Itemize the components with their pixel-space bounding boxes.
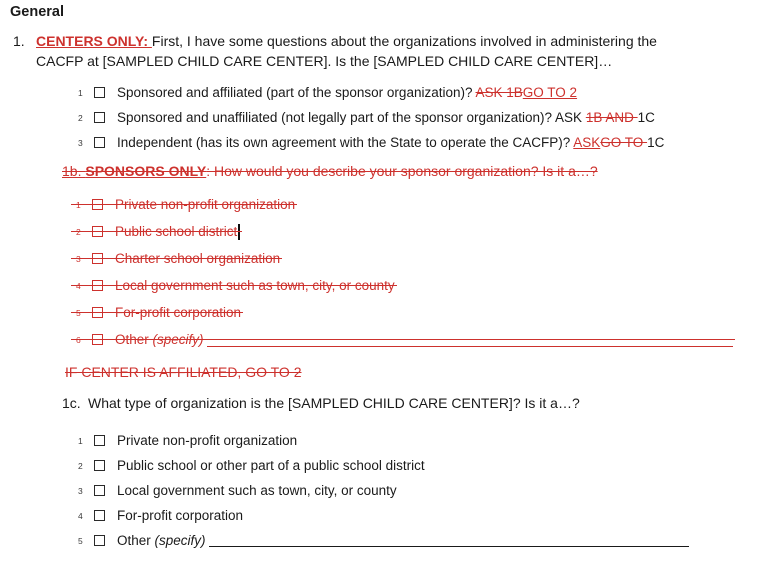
option-text-segment: 1B AND <box>585 110 638 125</box>
option-label: Public school district <box>115 224 238 239</box>
checkbox-icon[interactable] <box>94 435 105 446</box>
option-number: 4 <box>76 280 81 291</box>
question-1c-number: 1c. <box>62 395 81 411</box>
checkbox-icon[interactable] <box>92 334 103 345</box>
deleted-option-row <box>0 326 733 353</box>
option-label <box>117 135 664 150</box>
option-label <box>117 85 577 100</box>
skip-instruction: IF CENTER IS AFFILIATED, GO TO 2 <box>65 364 302 380</box>
fill-in-blank-line[interactable] <box>209 545 689 547</box>
option-label <box>117 110 655 125</box>
option-label: For-profit corporation <box>117 508 244 523</box>
question-1c-options <box>0 428 689 553</box>
option-label: Other <box>117 533 155 548</box>
option-number: 6 <box>76 334 81 345</box>
option-text-segment: ASK 1B <box>475 85 523 100</box>
checkbox-icon[interactable] <box>94 535 105 546</box>
checkbox-icon[interactable] <box>94 460 105 471</box>
checkbox-icon[interactable] <box>94 137 105 148</box>
checkbox-icon[interactable] <box>92 280 103 291</box>
option-number: 5 <box>78 535 83 546</box>
sponsors-only-label: SPONSORS ONLY <box>85 163 207 179</box>
option-row <box>0 80 664 105</box>
checkbox-icon[interactable] <box>92 307 103 318</box>
option-number: 4 <box>78 510 83 521</box>
section-heading: General <box>10 4 64 20</box>
deleted-option-strike-group <box>76 326 733 353</box>
question-1-text <box>36 32 696 71</box>
checkbox-icon[interactable] <box>94 112 105 123</box>
question-1-options <box>0 80 664 155</box>
q1b-strikethrough-wrap <box>62 163 598 179</box>
option-label: Private non-profit organization <box>117 433 298 448</box>
option-row <box>0 453 689 478</box>
question-1 <box>13 32 696 71</box>
checkbox-icon[interactable] <box>94 87 105 98</box>
option-text-segment: ASK <box>573 135 601 150</box>
option-label: Charter school organization <box>115 251 281 266</box>
option-text-segment: Independent (has its own agreement with the State to operate the CACFP)? <box>117 135 574 150</box>
option-row <box>0 428 689 453</box>
option-number: 2 <box>76 226 81 237</box>
question-1b-options <box>0 191 733 353</box>
option-number: 3 <box>78 485 83 496</box>
deleted-option-row <box>0 191 733 218</box>
option-label: Private non-profit organization <box>115 197 296 212</box>
option-number: 5 <box>76 307 81 318</box>
option-row <box>0 503 689 528</box>
option-row <box>0 105 664 130</box>
question-1b-number: 1b. <box>62 163 86 179</box>
deleted-option-strike-group <box>76 272 395 299</box>
option-text-segment: GO TO 2 <box>522 85 578 100</box>
deleted-option-row <box>0 272 733 299</box>
deleted-option-strike-group <box>76 245 280 272</box>
option-number: 1 <box>78 435 83 446</box>
option-number: 2 <box>78 112 83 123</box>
option-label: For-profit corporation <box>115 305 242 320</box>
option-number: 1 <box>78 87 83 98</box>
checkbox-icon[interactable] <box>94 510 105 521</box>
question-1b-body: : How would you describe your sponsor organization? Is it a…? <box>206 163 598 179</box>
checkbox-icon[interactable] <box>92 199 103 210</box>
question-1-number: 1. <box>13 33 25 49</box>
checkbox-icon[interactable] <box>92 253 103 264</box>
deleted-option-strike-group <box>76 218 240 245</box>
option-label: Other <box>115 332 153 347</box>
option-number: 3 <box>78 137 83 148</box>
option-number: 1 <box>76 199 81 210</box>
option-label: Public school or other part of a public school district <box>117 458 425 473</box>
option-text-segment: 1C <box>647 135 665 150</box>
option-label: Local government such as town, city, or county <box>117 483 397 498</box>
question-1-body: First, I have some questions about the organizations involved in administering the CACFP at [SAMPLED CHILD CARE CENTER]. Is the [SAMPLED CHILD CARE CENTER]… <box>36 33 657 69</box>
specify-label: (specify) <box>152 332 204 347</box>
specify-label: (specify) <box>154 533 206 548</box>
option-number: 2 <box>78 460 83 471</box>
checkbox-icon[interactable] <box>92 226 103 237</box>
centers-only-label: CENTERS ONLY: <box>36 33 152 49</box>
option-text-segment: Sponsored and unaffiliated (not legally part of the sponsor organization)? ASK <box>117 110 586 125</box>
option-row <box>0 528 689 553</box>
question-1b-header <box>62 163 598 179</box>
deleted-option-row <box>0 299 733 326</box>
deleted-option-strike-group <box>76 299 241 326</box>
deleted-option-row <box>0 245 733 272</box>
option-text-segment: GO TO <box>600 135 648 150</box>
deleted-option-strike-group <box>76 191 295 218</box>
question-1c <box>62 395 580 411</box>
question-1c-body: What type of organization is the [SAMPLED CHILD CARE CENTER]? Is it a…? <box>88 395 580 411</box>
text-cursor <box>238 224 240 240</box>
fill-in-blank-line[interactable] <box>207 345 733 347</box>
option-number: 3 <box>76 253 81 264</box>
deleted-option-row <box>0 218 733 245</box>
option-row <box>0 130 664 155</box>
option-label: Local government such as town, city, or county <box>115 278 395 293</box>
option-row <box>0 478 689 503</box>
option-text-segment: Sponsored and affiliated (part of the sponsor organization)? <box>117 85 476 100</box>
checkbox-icon[interactable] <box>94 485 105 496</box>
option-text-segment: 1C <box>637 110 655 125</box>
